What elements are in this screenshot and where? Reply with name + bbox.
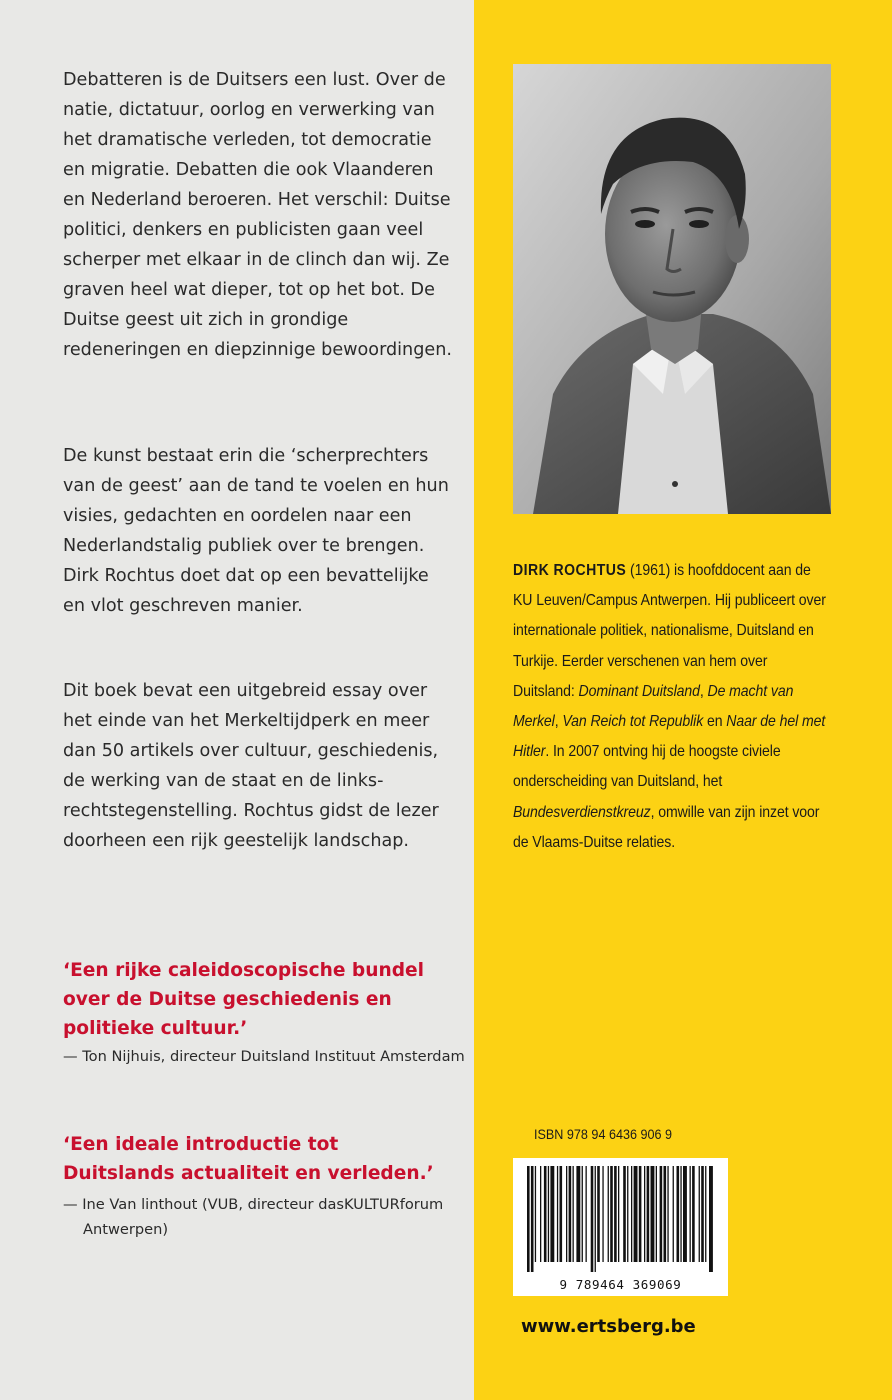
barcode-bar bbox=[692, 1166, 695, 1262]
barcode-bar bbox=[701, 1166, 704, 1262]
barcode-bar bbox=[623, 1166, 626, 1262]
publisher-website: www.ertsberg.be bbox=[521, 1316, 696, 1337]
book-title: De macht van Merkel bbox=[513, 682, 794, 731]
book-title: Naar de hel met Hitler bbox=[513, 713, 826, 761]
barcode-bar bbox=[618, 1166, 619, 1262]
barcode-bar bbox=[699, 1166, 700, 1262]
barcode-bar bbox=[627, 1166, 628, 1262]
barcode-bar bbox=[591, 1166, 594, 1272]
quote-attribution: — Ton Nijhuis, directeur Duitsland Instituut Amsterdam bbox=[63, 1048, 465, 1065]
barcode bbox=[513, 1158, 728, 1296]
barcode-bar bbox=[560, 1166, 563, 1262]
barcode-bar bbox=[644, 1166, 645, 1262]
barcode-bar bbox=[557, 1166, 558, 1262]
bio-text: , bbox=[554, 713, 563, 731]
barcode-bar bbox=[705, 1166, 706, 1262]
bio-text: , bbox=[699, 682, 708, 700]
bio-text: . In 2007 ontving hij de hoogste civiele onderscheiding van Duitsland, het bbox=[513, 743, 781, 791]
barcode-bar bbox=[709, 1166, 713, 1272]
barcode-number: 9 789464 369069 bbox=[559, 1277, 682, 1292]
barcode-bar bbox=[673, 1166, 674, 1262]
barcode-bar bbox=[566, 1166, 567, 1262]
barcode-bar bbox=[608, 1166, 609, 1262]
barcode-bar bbox=[550, 1166, 554, 1262]
barcode-bar bbox=[610, 1166, 613, 1262]
barcode-bar bbox=[531, 1166, 534, 1272]
barcode-bar bbox=[586, 1166, 587, 1262]
isbn-label: ISBN 978 94 6436 906 9 bbox=[534, 1126, 673, 1142]
barcode-bar bbox=[548, 1166, 549, 1262]
barcode-bar bbox=[683, 1166, 687, 1262]
barcode-bar bbox=[540, 1166, 541, 1262]
barcode-bars bbox=[513, 1158, 728, 1276]
book-title: Dominant Duitsland bbox=[578, 682, 700, 700]
barcode-bar bbox=[569, 1166, 572, 1262]
review-quote: ‘Een ideale introductie tot Duitslands actualiteit en verleden.’ bbox=[63, 1134, 434, 1184]
barcode-bar bbox=[527, 1166, 530, 1272]
review-quote: ‘Een rijke caleidoscopische bundel over de Duitse geschiedenis en politieke cultuur.’ bbox=[63, 960, 424, 1039]
blurb-paragraph: Dit boek bevat een uitgebreid essay over het einde van het Merkeltijdperk en meer dan 50 artikels over cultuur, geschiedenis, de werking van de staat en de links-rechtstegenstelling. Rochtus gidst de lezer doorheen een rijk geestelijk landschap. bbox=[63, 681, 439, 851]
barcode-bar bbox=[535, 1166, 536, 1262]
barcode-bar bbox=[614, 1166, 617, 1262]
barcode-bar bbox=[576, 1166, 580, 1262]
barcode-bar bbox=[597, 1166, 600, 1262]
barcode-bar bbox=[651, 1166, 655, 1262]
barcode-bar bbox=[582, 1166, 583, 1262]
blurb-paragraph: Debatteren is de Duitsers een lust. Over de natie, dictatuur, oorlog en verwerking van het dramatische verleden, tot democratie en migratie. Debatten die ook Vlaanderen en Nederland beroeren. Het verschil: Duitse politici, denkers en publicisten gaan veel scherper met elkaar in de clinch dan wij. Ze graven heel wat dieper, tot op het bot. De Duitse geest uit zich in grondige redeneringen en diepzinnige bewoordingen. bbox=[63, 70, 452, 360]
bio-text: , omwille van zijn inzet voor de Vlaams-Duitse relaties. bbox=[513, 803, 820, 851]
blurb-paragraph: De kunst bestaat erin die ‘scherprechters van de geest’ aan de tand te voelen en hun visies, gedachten en oordelen naar een Nederlandstalig publiek over te brengen. Dirk Rochtus doet dat op een bevattelijke en vlot geschreven manier. bbox=[63, 446, 449, 616]
barcode-bar bbox=[667, 1166, 668, 1262]
barcode-bar bbox=[544, 1166, 547, 1262]
author-bio bbox=[513, 556, 830, 858]
barcode-bar bbox=[595, 1166, 596, 1272]
barcode-bar bbox=[634, 1166, 638, 1262]
barcode-bar bbox=[639, 1166, 642, 1262]
barcode-bar bbox=[680, 1166, 681, 1262]
barcode-bar bbox=[660, 1166, 663, 1262]
barcode-bar bbox=[573, 1166, 574, 1262]
barcode-bar bbox=[631, 1166, 632, 1262]
barcode-bar bbox=[647, 1166, 650, 1262]
bio-text: en bbox=[703, 713, 727, 731]
book-title: Van Reich tot Republik bbox=[562, 713, 704, 731]
barcode-bar bbox=[656, 1166, 657, 1262]
barcode-bar bbox=[690, 1166, 691, 1262]
award-name: Bundesverdienstkreuz bbox=[513, 803, 651, 821]
barcode-bar bbox=[677, 1166, 680, 1262]
barcode-bar bbox=[602, 1166, 603, 1262]
author-photo bbox=[513, 64, 831, 514]
barcode-bar bbox=[664, 1166, 667, 1262]
quote-attribution: — Ine Van linthout (VUB, directeur dasKULTURforum Antwerpen) bbox=[63, 1196, 444, 1238]
bio-text: (1961) is hoofddocent aan de KU Leuven/Campus Antwerpen. Hij publiceert over internationale politiek, nationalisme, Duitsland en Turkije. Eerder verschenen van hem over Duitsland: bbox=[513, 562, 826, 700]
author-name: DIRK ROCHTUS bbox=[513, 562, 627, 579]
